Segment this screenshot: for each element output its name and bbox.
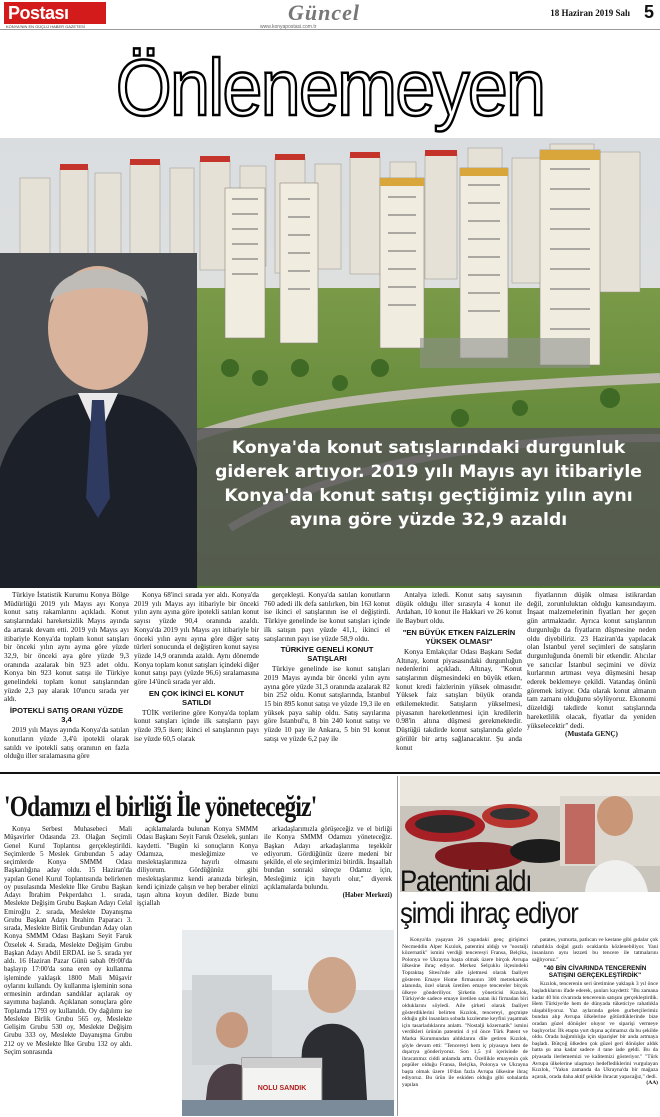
newspaper-logo[interactable]: Postası (4, 2, 106, 24)
paragraph: Türkiye İstatistik Kurumu Konya Bölge Müdürlüğü 2019 yılı Mayıs ayı Konya konut satış rakamlarını açıkladı. Konut satışlarındaki hareketsizlik Mayıs ayında da artarak devam etti. 2019 yılı Mayıs ayı itibariyle Konya'da toplam konut satışları bir önceki yılın aynı ayına göre yüzde 32,9, bir önceki aya göre yüzde 9,3 oranında azalarak bin 923 adet oldu. Konya bin 923 konut satışı ile Türkiye genelindeki toplam konut satışlarından yüzde 2,3 pay alarak 10'uncu sırada yer aldı. (4, 591, 129, 704)
paragraph: Konya Serbest Muhasebeci Mali Müşavirler Odasında 23. Olağan Seçimli Genel Kurul Toplantısı gerçekleştirildi. Seçimlerde 5 Meslek Grubundan 5 aday seçimlerde Konya SMMM Odası Başkanlığına aday oldu. 15 Haziran'da yapılan Genel Kurul Toplantısında belirlenen oy pusulasında Meslekte İlke Grubu Başkan Adayı İbrahim Pekperdahcı 1. sırada, Meslekte Değişim Grubu Başkan Adayı Celal Emiroğlu 2. sırada, Meslekte Dayanışma Grubu Başkan Adayı İbrahim Paparacı 3. sırada, Meslekte Birlik Grubundan Aday olan Konya SMMM Odası Başkanı Seyit Faruk Özselek 4. Sırada, Meslekte Değişim Grubu Başkan Adayı Abdil ERDAL ise 5. sırada yer aldı. 16 Haziran Pazar Günü sabah 09:00'da başlayıp 17:00'da sona eren oy kullanma işleminde yaklaşık 1800 Mali Müşavir oylarını kullandı. Oy kullanma işleminin sona ermesinin ardından sandıklar açılarak oy sayımına başlandı. Açıklanan sonuçlara göre Toplamda 1793 oy kullanıldı. Oy dağılımı ise Meslekte Birlik Grubu 565 oy, Meslekte Gelişim Grubu 530 oy, Meslekte Değişim Grubu 333 oy, Meslekte Dayanışma Grubu 212 oy ve Meslekte İlke Grubu 132 oy aldı. Seçim sonrasında (4, 826, 132, 1056)
ballot-box-illustration (182, 930, 394, 1116)
paragraph: Konya 68'inci sırada yer aldı. Konya'da 2019 yılı Mayıs ayı itibariyle bir önceki yılın aynı ayına göre ipotekli satılan konut sayısı yüzde 90,4 oranında azaldı. Konya'da 2019 yılı Mayıs ayı itibariyle bir önceki yılın aynı ayına göre diğer satış türleri sonucunda el değiştiren konut sayısı yüzde 14,9 oranında azaldı. Aynı dönemde Konya toplam konut satışları içindeki diğer konut satışı payı (yüzde 96,6) sıralamasına göre 14'üncü sırada yer aldı. (134, 591, 259, 687)
paragraph: 2019 yılı Mayıs ayında Konya'da satılan konutların yüzde 3,4'ü ipotekli olarak satıldı ve ipotekli satış oranının en fazla olduğu iller sıralamasına göre (4, 726, 129, 761)
third-headline (400, 866, 624, 930)
paragraph: patates, yumurta, patlıcan ve kestane gibi gıdalar çok rahatlıkla doğal gazlı ocaklarda közlenebiliyor. Yani insanların aynı lezzeti bu tencere ile tatmalarını sağlıyoruz." (532, 937, 658, 963)
site-url: www.konyapostasi.com.tr (260, 24, 317, 30)
subheading: "EN BÜYÜK ETKEN FAİZLERİN YÜKSEK OLMASI" (402, 627, 516, 646)
third-column-1 (402, 937, 528, 1089)
ballot-sign: NOLU SANDIK (257, 1085, 307, 1092)
byline: (Haber Merkezi) (342, 892, 392, 899)
voting-photo (182, 930, 394, 1116)
column-divider (397, 776, 398, 1116)
lead-summary-banner (197, 428, 660, 586)
subheading: TÜRKİYE GENELİ KONUT SATIŞLARI (280, 645, 374, 664)
masthead (0, 0, 660, 30)
second-column-1 (4, 826, 132, 1057)
lead-column-4 (396, 591, 522, 752)
lead-headline: Önlenemeyen (115, 43, 545, 132)
page-number: 5 (643, 2, 654, 22)
section-title: Güncel (288, 0, 360, 25)
paragraph: Konya'da yaşayan 26 yaşındaki genç girişimci Necmeddin Alper Kızılok, patentini aldığı ve "nostalji közernatik" ismini verdiği tenceresyi Fransa, Belçika, Polonya ve Ukrayna başta olmak üzere birçok Avrupa ülkesine ihraç ediyor. Merkez Selçuklu ilçesindeki Topraktaş Sitesi'nde aile işletmesi olarak faaliyet gösteren Emaye Home firmasının 300 metrekarelik alanında, özel olarak üretilen emaye tencereler birçok ülkeye gönderiliyor. Şirketin yöneticisi Kızılok, Türkiye'de sadece emaye üretilen satan iki firmadan biri olduklarını söyledi. Aile şirketi olarak faaliyet gösterdiklerini belirten Kızılok, tencereyi, geçmişte olduğu gibi insanlara sobada kızılenme keyfini yaşatmak için tasarladıklarını anlattı. "Nostalji közernatik" ismini verdikleri ürünün patentini 4 yıl önce Türk Patent ve Marka Kurumundan aldıklarını dile getiren Kızılok, şöyle devam etti: "Tencereyi hem iç piyasaya hem de dışarıya gönderiyoruz. Son 1,5 yıl içerisinde de ihracatımız ciddi anlamda arttı. Özellikle emayenin çok popüler olduğu Fransa, Belçika, Polonya ve Ukrayna başta olmak üzere 10'dan fazla Avrupa ülkesine ihraç ediyoruz. Bu ürün ile eskiden olduğu gibi sobalarda yapılan (402, 937, 528, 1089)
section-divider (0, 772, 660, 774)
lead-column-3 (264, 591, 390, 744)
second-column-2 (137, 826, 258, 909)
paragraph: arkadaşlarımızla görüşeceğiz ve el birliği ile Konya SMMM Odamızı yöneteceğiz. Başkan Adayı arkadaşlarıma teşekkür ediyorum. Gördüğünüz üzere medeni bir şekilde, el ele seçimlerimizi bitirdik. İnşaallah bundan sonraki süreçte Odamız için, Mesleğimiz için hayırlı olur," diyerek açıklamalarda bulundu. (264, 826, 392, 891)
third-column-2 (532, 937, 658, 1087)
second-column-3 (264, 826, 392, 900)
lead-column-1 (4, 591, 129, 761)
byline: (AA) (646, 1080, 658, 1087)
lead-column-5 (527, 591, 656, 739)
third-headline-line-1: Patentini aldı (400, 865, 532, 898)
paragraph: gerçekleşti. Konya'da satılan konutların 760 adedi ilk defa satılırken, bin 163 konut ise ikinci el satışlarının ise el değiştirdi. Türkiye genelinde ise konut satışları içinde ilk satışın payı yüzde 41,1, ikinci el satışlarının payı ise yüzde 58,9 oldu. (264, 591, 390, 643)
paragraph: Kızılok, tencerenin seri üretimine yaklaşık 3 yıl önce başladıklarını ifade ederek, şunları kaydetti: "Bu zamana kadar 40 bin civarında tencerenin satışını gerçekleştirdik. Hem Türkiye'de hem de dünyada tüketiciye rahatlıkla ulaşabiliyoruz. Yaz aylarında gelen gurbetçilerimiz bundan alıp Avrupa ülkelerine götürdüklerinde bize oradan güzel dönüşler oluyor ve siparişi vermeye başlıyorlar. İlk etapta yurt dışına açılmamız da bu şekilde oldu. Orada bağımlılığa için siparişler bir anda artmaya başladı. Bütçoğ ülkeden çok güzel geri dönüşler aldık hatta şu ana kadar sadece 4 tane iade geldi. Bu da piyasada ilerlememizi ve kalitemizi gösteriyor." "Türk Avrupa ülkelerine ulaşmayı hedeflediklerini vurgulayan Kızılok, "Yakın zamanda da Ukrayna'da bir mağaza açarak, orada daha aktif şekilde ihracat yapacağız," dedi. (532, 981, 659, 1080)
paragraph: Konya Emlakçılar Odası Başkanı Sedat Altınay, konut piyasasındaki durgunluğun nedenlerini açıkladı. Altınay, "Konut satışlarının düşmesindeki en büyük etken, konut kredi faizlerinin yüksek olmasıdır. Yüksek faiz satışları büyük oranda etkilemektedir. Satışların yükselmesi, piyasanın hareketlenmesi için kredilerin 0.98'in altına düşmesi gerekmektedir. Düştüğü takdirde konut satışlarında gözle görülür bir artış sağlanacaktır. Şu anda konut (396, 647, 522, 752)
lead-summary: Konya'da konut satışlarındaki durgunluk giderek artıyor. 2019 yılı Mayıs ayı itibariyle Konya'da konut satışı geçtiğimiz yılın aynı ayına göre yüzde 32,9 azaldı (215, 438, 642, 530)
second-headline: 'Odamızı el birliği İle yöneteceğiz' (4, 790, 317, 823)
paragraph: Antalya izledi. Konut satış sayısının düşük olduğu iller sırasıyla 4 konut ile Ardahan, 10 konut ile Hakkari ve 26 konut ile Bayburt oldu. (396, 591, 522, 626)
subheading: EN ÇOK İKİNCİ EL KONUT SATILDI (148, 688, 245, 707)
issue-date: 18 Haziran 2019 Salı (550, 8, 630, 18)
lead-column-2 (134, 591, 259, 744)
paragraph: açıklamalarda bulunan Konya SMMM Odası Başkanı Seyit Faruk Özselek, şunları kaydetti. "Bugün ki sonuçların Konya Odamıza, mesleğimize ve meslektaşlarımıza hayırlı olmasını diliyorum. Gördüğünüz gibi meslektaşlarımız kendi aranızda birleşin, kendi içinizde çalışın ve hep beraber elinizi taşın altına koyun dediler. Bizde bunu işçiallah (137, 826, 258, 908)
third-headline-line-2: şimdi ihraç ediyor (400, 897, 578, 930)
logo-tagline: KONYA'NIN EN GÜÇLÜ HABER GAZETESİ (6, 24, 85, 29)
paragraph: Türkiye genelinde ise konut satışları 2019 Mayıs ayında bir önceki yılın aynı ayına göre yüzde 31,3 oranında azalarak 82 bin 252 oldu. Konut satışlarında, İstanbul 15 bin 895 konut satışı ve yüzde 19,3 ile en yüksek paya sahip oldu. Satış sayılarına göre İstanbul'u, 8 bin 240 konut satışı ve yüzde 10 pay ile Ankara, 5 bin 91 konut satışı ve yüzde 6,2 pay ile (264, 665, 390, 743)
byline: (Mustafa GENÇ) (565, 730, 618, 739)
paragraph: fiyatlarının düşük olması istikrardan değil, zorunluluktan olduğu kanısındayım. İnşaat malzemelerinin fiyatları her geçen gün artmaktadır. Ayrıca konut satışlarının durgunluğu da fiyatların düşmesine neden oldu diyebiliriz. 23 Haziran'da yapılacak olan İstanbul yerel seçimleri de satışların durgunluğunda önemli bir etkendir. Alıcılar ve satıcılar İstanbul seçimini ve döviz kurlarının artması veya düşmesini hesap ederek beklemeye çekildi. Vatandaş önünü göremek istiyor. Oda olarak konut almanın tam zamanı olduğunu söylüyoruz. Ekonomi düzeldiği takdirde konut satışlarında hareketlilik olacak, fiyatlar da yeniden yükselecektir" dedi. (527, 591, 656, 730)
subheading: "40 BİN CİVARINDA TENCERENİN SATIŞINI GERÇEKLEŞTİRDİK" (543, 965, 647, 980)
paragraph: TÜİK verilerine göre Konya'da toplam konut satışları içinde ilk satışların payı yüzde 39,5 iken; ikinci el satışlarının payı ise yüzde 60,5 olarak (134, 708, 259, 743)
subheading: İPOTEKLİ SATIŞ ORANI YÜZDE 3,4 (9, 706, 124, 725)
